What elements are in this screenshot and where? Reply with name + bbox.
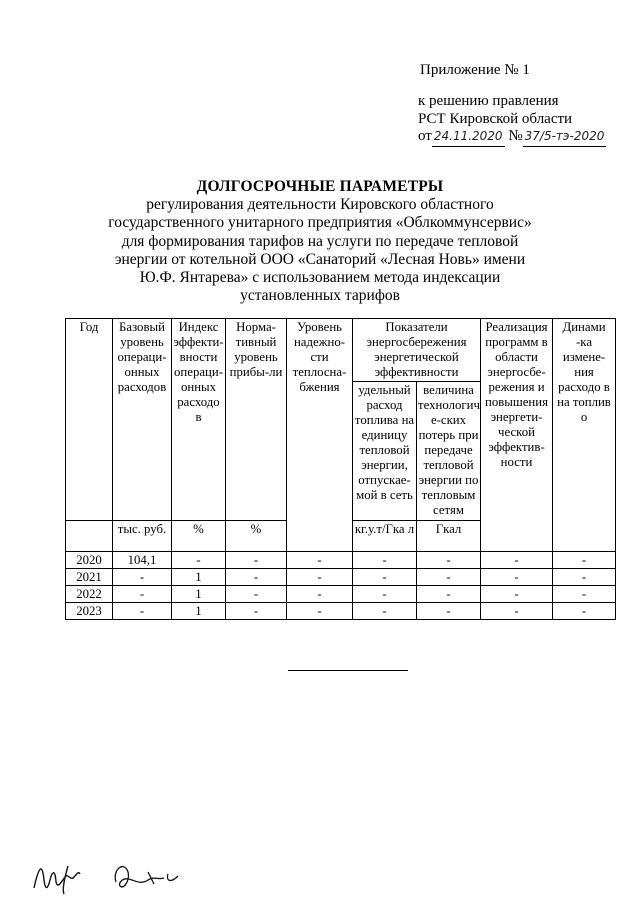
unit-specific-fuel: кг.у.т/Гка л bbox=[353, 521, 417, 552]
cell-reliability: - bbox=[287, 586, 353, 603]
cell-programs: - bbox=[481, 603, 553, 620]
cell-year: 2020 bbox=[66, 552, 113, 569]
document-title bbox=[0, 178, 640, 305]
unit-year bbox=[66, 521, 113, 552]
cell-profit-level: - bbox=[226, 603, 287, 620]
decision-reference bbox=[418, 93, 606, 147]
cell-efficiency-index: 1 bbox=[172, 569, 226, 586]
cell-reliability: - bbox=[287, 569, 353, 586]
title-line-6: установленных тарифов bbox=[240, 287, 400, 305]
header-profit-level: Норма-тивный уровень прибы-ли bbox=[226, 319, 287, 521]
header-specific-fuel: удельный расход топлива на единицу тепловой энергии, отпускае-мой в сеть bbox=[353, 382, 417, 521]
decision-line-1: к решению правления bbox=[418, 93, 559, 109]
cell-tech-losses: - bbox=[417, 586, 481, 603]
decision-number: 37/5-тэ-2020 bbox=[523, 128, 607, 147]
decision-line-2: РСТ Кировской области bbox=[418, 110, 573, 127]
cell-tech-losses: - bbox=[417, 603, 481, 620]
decision-date: 24.11.2020 bbox=[432, 128, 505, 147]
cell-base-level: - bbox=[113, 603, 172, 620]
cell-dynamics: - bbox=[553, 552, 616, 569]
title-main: ДОЛГОСРОЧНЫЕ ПАРАМЕТРЫ bbox=[196, 178, 444, 195]
cell-base-level: - bbox=[113, 569, 172, 586]
header-efficiency-index: Индекс эффекти-вности операци-онных расходо в bbox=[172, 319, 226, 521]
date-prefix: от bbox=[418, 128, 432, 144]
unit-profit-level: % bbox=[226, 521, 287, 552]
table-row bbox=[66, 586, 616, 603]
unit-efficiency-index: % bbox=[172, 521, 226, 552]
unit-base-level: тыс. руб. bbox=[113, 521, 172, 552]
header-dynamics: Динами -ка измене-ния расходо в на топлив о bbox=[553, 319, 616, 552]
cell-specific-fuel: - bbox=[353, 569, 417, 586]
cell-reliability: - bbox=[287, 603, 353, 620]
number-prefix: № bbox=[508, 128, 523, 144]
header-tech-losses: величина технологич е-ских потерь при передаче тепловой энергии по тепловым сетям bbox=[417, 382, 481, 521]
header-programs: Реализация программ в области энергосбе-режения и повышения энергети-ческой эффектив-ности bbox=[481, 319, 553, 552]
handwritten-signature bbox=[28, 850, 188, 900]
table-row bbox=[66, 603, 616, 620]
cell-programs: - bbox=[481, 569, 553, 586]
cell-efficiency-index: - bbox=[172, 552, 226, 569]
title-line-4: энергии от котельной ООО «Санаторий «Лесная Новь» имени bbox=[114, 250, 526, 268]
cell-year: 2021 bbox=[66, 569, 113, 586]
cell-efficiency-index: 1 bbox=[172, 586, 226, 603]
cell-programs: - bbox=[481, 586, 553, 603]
cell-specific-fuel: - bbox=[353, 586, 417, 603]
title-line-1: регулирования деятельности Кировского областного bbox=[146, 196, 494, 214]
signature-separator-line bbox=[288, 670, 408, 671]
title-line-3: для формирования тарифов на услуги по передаче тепловой bbox=[121, 232, 519, 250]
title-line-5: Ю.Ф. Янтарева» с использованием метода индексации bbox=[139, 269, 501, 287]
cell-year: 2023 bbox=[66, 603, 113, 620]
cell-base-level: - bbox=[113, 586, 172, 603]
unit-tech-losses: Гкал bbox=[417, 521, 481, 552]
cell-dynamics: - bbox=[553, 586, 616, 603]
cell-base-level: 104,1 bbox=[113, 552, 172, 569]
cell-profit-level: - bbox=[226, 569, 287, 586]
cell-profit-level: - bbox=[226, 552, 287, 569]
decision-date-number bbox=[418, 128, 606, 147]
appendix-label: Приложение № 1 bbox=[420, 62, 530, 78]
cell-dynamics: - bbox=[553, 603, 616, 620]
header-reliability: Уровень надежно-сти теплосна-бжения bbox=[287, 319, 353, 552]
cell-specific-fuel: - bbox=[353, 603, 417, 620]
header-year: Год bbox=[66, 319, 113, 521]
header-energy-saving-group: Показатели энергосбережения энергетической эффективности bbox=[353, 319, 481, 382]
header-row-1 bbox=[66, 319, 616, 382]
cell-tech-losses: - bbox=[417, 552, 481, 569]
cell-profit-level: - bbox=[226, 586, 287, 603]
cell-programs: - bbox=[481, 552, 553, 569]
header-base-level: Базовый уровень операци-онных расходов bbox=[113, 319, 172, 521]
parameters-table bbox=[65, 318, 616, 620]
cell-reliability: - bbox=[287, 552, 353, 569]
table-row bbox=[66, 552, 616, 569]
cell-dynamics: - bbox=[553, 569, 616, 586]
cell-tech-losses: - bbox=[417, 569, 481, 586]
cell-specific-fuel: - bbox=[353, 552, 417, 569]
cell-efficiency-index: 1 bbox=[172, 603, 226, 620]
table-row bbox=[66, 569, 616, 586]
title-line-2: государственного унитарного предприятия «Облкоммунсервис» bbox=[108, 214, 532, 232]
cell-year: 2022 bbox=[66, 586, 113, 603]
